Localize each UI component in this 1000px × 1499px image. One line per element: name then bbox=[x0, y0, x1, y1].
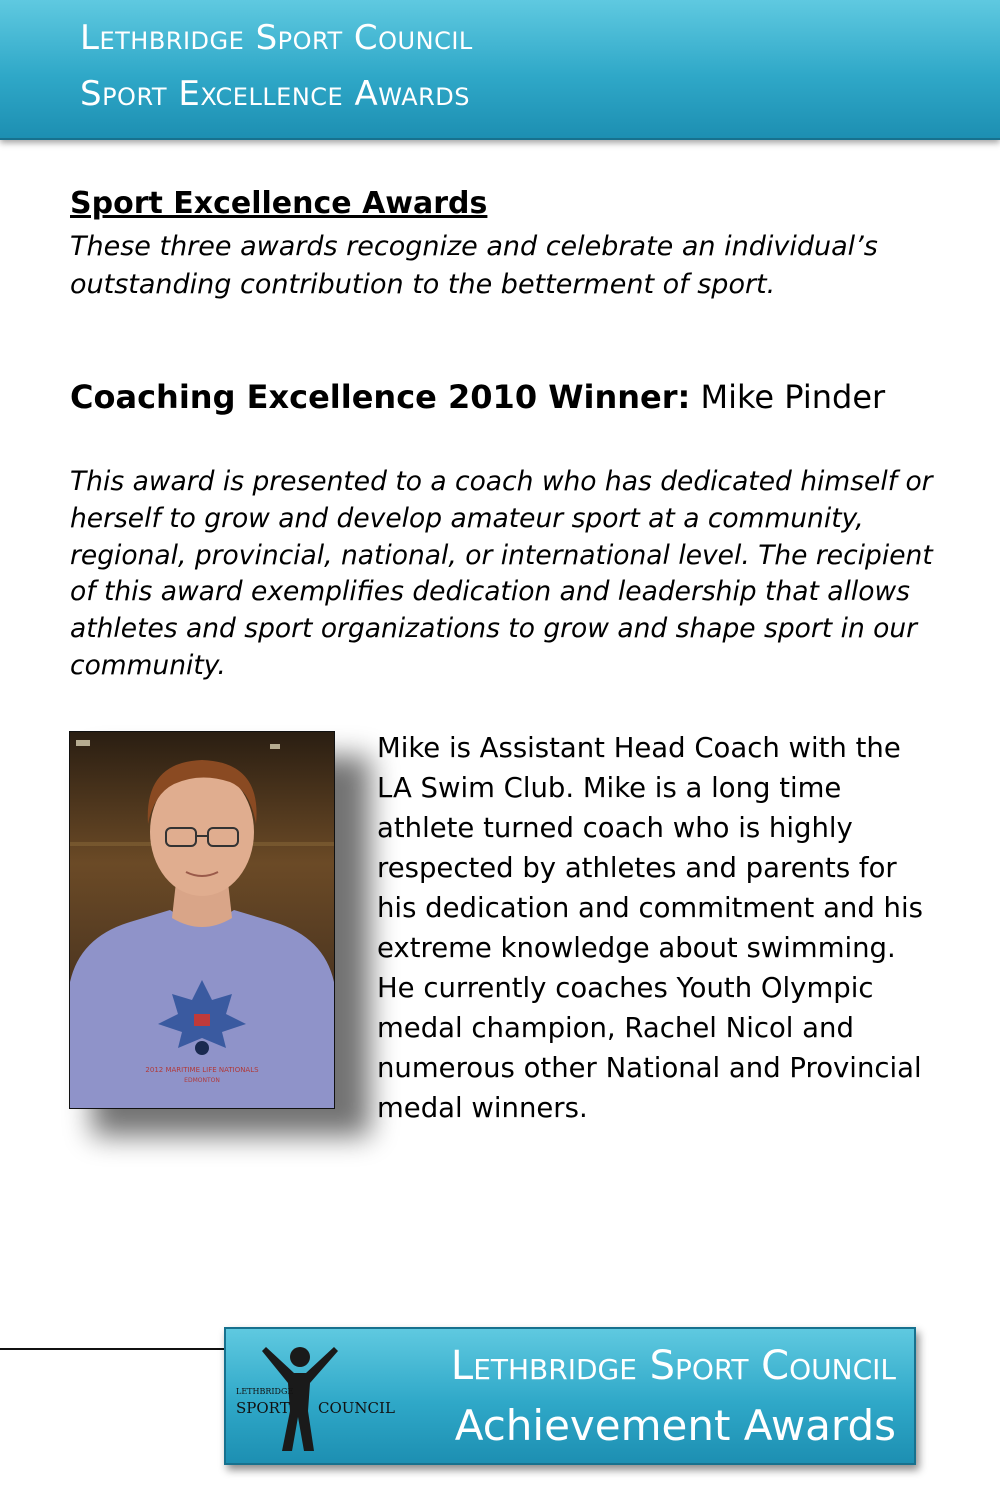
footer-title-line-2: Achievement Awards bbox=[454, 1401, 896, 1450]
section-intro: These three awards recognize and celebrate an individual’s outstanding contribution to the betterment of sport. bbox=[70, 231, 878, 300]
section-title: Sport Excellence Awards bbox=[70, 186, 488, 221]
logo-text-sport: SPORT bbox=[236, 1399, 290, 1417]
shirt-text: 2012 MARITIME LIFE NATIONALS bbox=[145, 1066, 259, 1074]
winner-bio: Mike is Assistant Head Coach with the LA Swim Club. Mike is a long time athlete turned coach who is highly respected by athletes and parents for his dedication and commitment and his extreme knowledge about swimming. He currently coaches Youth Olympic medal champion, Rachel Nicol and numerous other National and Provincial medal winners. bbox=[377, 732, 923, 1124]
award-winner-name: Mike Pinder bbox=[700, 378, 886, 416]
winner-photo-illustration bbox=[70, 732, 334, 1108]
logo-text-council: COUNCIL bbox=[318, 1399, 395, 1417]
footer-banner bbox=[224, 1327, 916, 1465]
footer-title-line-1: Lethbridge Sport Council bbox=[450, 1343, 896, 1389]
award-name: Coaching Excellence 2010 Winner: bbox=[70, 378, 691, 416]
award-heading bbox=[70, 378, 885, 416]
header-banner bbox=[0, 0, 1000, 140]
footer-divider bbox=[0, 1348, 225, 1350]
sport-council-logo bbox=[232, 1343, 395, 1455]
header-title-line-1: Lethbridge Sport Council bbox=[80, 18, 473, 58]
shirt-subtext: EDMONTON bbox=[184, 1077, 220, 1084]
header-title-line-2: Sport Excellence Awards bbox=[80, 74, 471, 114]
logo-text-lethbridge: LETHBRIDGE bbox=[236, 1387, 294, 1396]
award-description: This award is presented to a coach who has dedicated himself or herself to grow and develop amateur sport at a community, regional, provincial, national, or international level. The recipient of this award exemplifies dedication and leadership that allows athletes and sport organizations to grow and shape sport in our community. bbox=[70, 466, 933, 681]
winner-photo bbox=[69, 731, 335, 1109]
